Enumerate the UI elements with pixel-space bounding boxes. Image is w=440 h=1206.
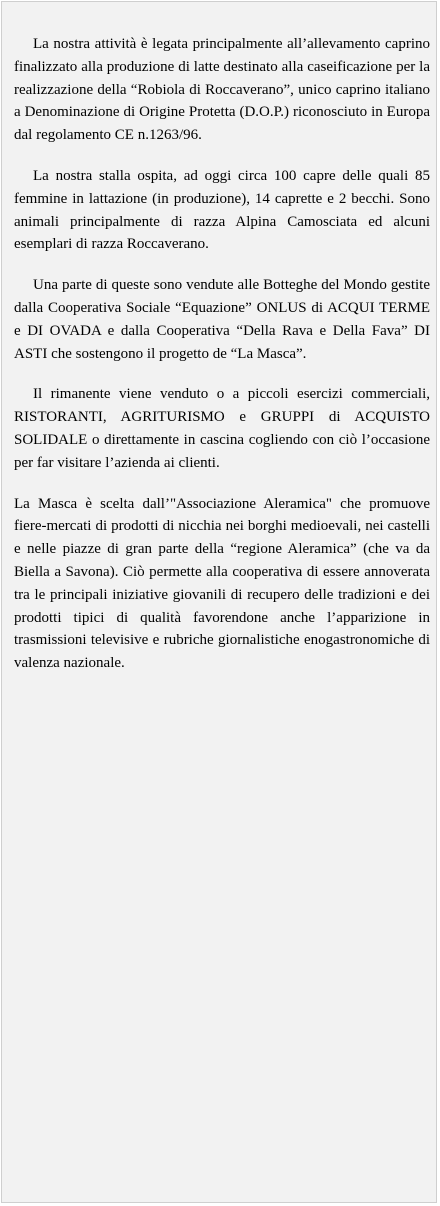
text-box (1, 1, 437, 1203)
paragraph-sales: Il rimanente viene venduto o a piccoli esercizi commerciali, RISTORANTI, AGRITURISMO e GRUPPI di ACQUISTO SOLIDALE o direttamente in cascina cogliendo con ciò l’occasione per far visitare l’azienda ai clienti. (14, 386, 430, 471)
paragraph-goat-farming: La nostra attività è legata principalmente all’allevamento caprino finalizzato alla produzione di latte destinato alla caseificazione per la realizzazione della “Robiola di Roccaverano”, unico caprino italiano a Denominazione di Origine Protetta (D.O.P.) riconosciuto in Europa dal regolamento CE n.1263/96. (14, 36, 430, 144)
paragraph-botteghe: Una parte di queste sono vendute alle Botteghe del Mondo gestite dalla Cooperativa Sociale “Equazione” ONLUS di ACQUI TERME e DI OVADA e dalla Cooperativa “Della Rava e Della Fava” DI ASTI che sostengono il progetto de “La Masca”. (14, 277, 430, 362)
paragraph-associazione: La Masca è scelta dall’"Associazione Aleramica" che promuove fiere-mercati di prodotti di nicchia nei borghi medioevali, nei castelli e nelle piazze di gran parte della “regione Aleramica” (che va da Biella a Savona). Ciò permette alla cooperativa di essere annoverata tra le principali iniziative giovanili di recupero delle tradizioni e dei prodotti tipici di qualità favorendone anche l’apparizione in trasmissioni televisive e rubriche giornalistiche enogastronomiche di valenza nazionale. (14, 495, 430, 672)
paragraph-stable: La nostra stalla ospita, ad oggi circa 100 capre delle quali 85 femmine in lattazione (in produzione), 14 caprette e 2 becchi. Sono animali principalmente di razza Alpina Camosciata ed alcuni esemplari di razza Roccaverano. (14, 167, 430, 253)
text-content (14, 33, 430, 693)
